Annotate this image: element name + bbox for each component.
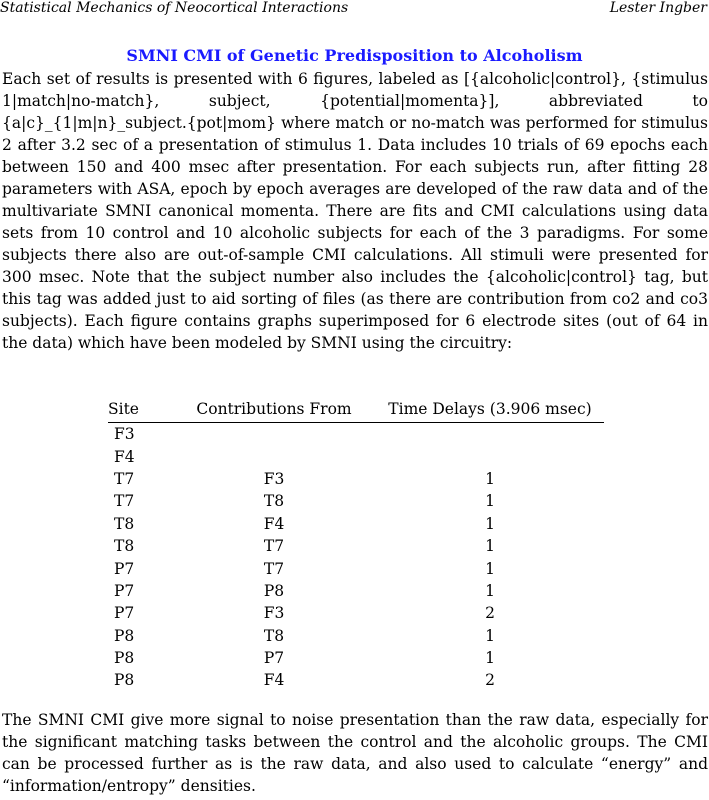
intro-paragraph: Each set of results is presented with 6 figures, labeled as [{alcoholic|control}, {stimulus 1|match|no-match}, subject, {potential|momenta}], abbreviated to {a|c}_{1|m|n}_subject.{pot|mom} where match or no-match was performed for stimulus 2 after 3.2 sec of a presentation of stimulus 1. Data includes 10 trials of 69 epochs each between 150 and 400 msec after presentation. For each subjects run, after fitting 28 parameters with ASA, epoch by epoch averages are developed of the raw data and of the multivariate SMNI canonical momenta. There are fits and CMI calculations using data sets from 10 control and 10 alcoholic subjects for each of the 3 paradigms. For some subjects there also are out-of-sample CMI calculations. All stimuli were presented for 300 msec. Note that the subject number also includes the {alcoholic|control} tag, but this tag was added just to aid sorting of files (as there are contribution from co2 and co3 subjects). Each figure contains graphs superimposed for 6 electrode sites (out of 64 in the data) which have been modeled by SMNI using the circuitry: — [2, 70, 708, 352]
electrode-circuitry-table — [108, 398, 604, 692]
cell-time-delay: 2 — [485, 671, 495, 690]
cell-time-delay: 1 — [485, 559, 495, 578]
header-time-delays: Time Delays (3.906 msec) — [376, 398, 604, 423]
section-title: SMNI CMI of Genetic Predisposition to Alcoholism — [126, 46, 583, 65]
table-header-row — [108, 398, 604, 423]
table-row — [108, 602, 604, 624]
cell-time-delay: 1 — [485, 626, 495, 645]
cell-site: T8 — [114, 514, 135, 533]
cell-contributions-from: P8 — [263, 581, 285, 600]
outro-paragraph: The SMNI CMI give more signal to noise presentation than the raw data, especially for the significant matching tasks between the control and the alcoholic groups. The CMI can be processed further as is the raw data, and also used to calculate “energy” and “information/entropy” densities. — [2, 711, 708, 795]
header-author: Lester Ingber — [609, 0, 707, 16]
cell-time-delay — [376, 445, 604, 467]
header-site: Site — [108, 398, 172, 423]
cell-site: P8 — [114, 649, 135, 668]
cell-contributions-from — [172, 423, 376, 446]
cell-contributions-from: F4 — [263, 514, 285, 533]
cell-site: F3 — [114, 425, 135, 444]
cell-time-delay: 2 — [485, 604, 495, 623]
cell-time-delay: 1 — [485, 469, 495, 488]
cell-contributions-from: P7 — [263, 649, 285, 668]
cell-contributions-from: F3 — [263, 604, 285, 623]
cell-site: P7 — [114, 559, 135, 578]
header-title: Statistical Mechanics of Neocortical Interactions — [0, 0, 349, 16]
table-row — [108, 535, 604, 557]
table-row — [108, 445, 604, 467]
table-row — [108, 580, 604, 602]
table-row — [108, 490, 604, 512]
table-row — [108, 557, 604, 579]
cell-time-delay: 1 — [485, 537, 495, 556]
cell-contributions-from: F4 — [263, 671, 285, 690]
table-row — [108, 625, 604, 647]
table-body — [108, 423, 604, 692]
cell-site: F4 — [114, 447, 135, 466]
cell-time-delay: 1 — [485, 581, 495, 600]
cell-time-delay: 1 — [485, 514, 495, 533]
cell-contributions-from — [172, 445, 376, 467]
header-contributions-from: Contributions From — [172, 398, 376, 423]
cell-site: T7 — [114, 492, 135, 511]
table-row — [108, 468, 604, 490]
table-row — [108, 423, 604, 446]
cell-site: P8 — [114, 671, 135, 690]
table-row — [108, 513, 604, 535]
cell-contributions-from: T8 — [263, 626, 285, 645]
table-row — [108, 669, 604, 691]
cell-contributions-from: T7 — [263, 559, 285, 578]
cell-contributions-from: T7 — [263, 537, 285, 556]
cell-site: P7 — [114, 581, 135, 600]
cell-site: P8 — [114, 626, 135, 645]
cell-site: T7 — [114, 469, 135, 488]
table-row — [108, 647, 604, 669]
cell-contributions-from: T8 — [263, 492, 285, 511]
cell-contributions-from: F3 — [263, 469, 285, 488]
cell-time-delay — [376, 423, 604, 446]
cell-time-delay: 1 — [485, 649, 495, 668]
running-header — [0, 0, 709, 18]
cell-site: P7 — [114, 604, 135, 623]
cell-site: T8 — [114, 537, 135, 556]
cell-time-delay: 1 — [485, 492, 495, 511]
